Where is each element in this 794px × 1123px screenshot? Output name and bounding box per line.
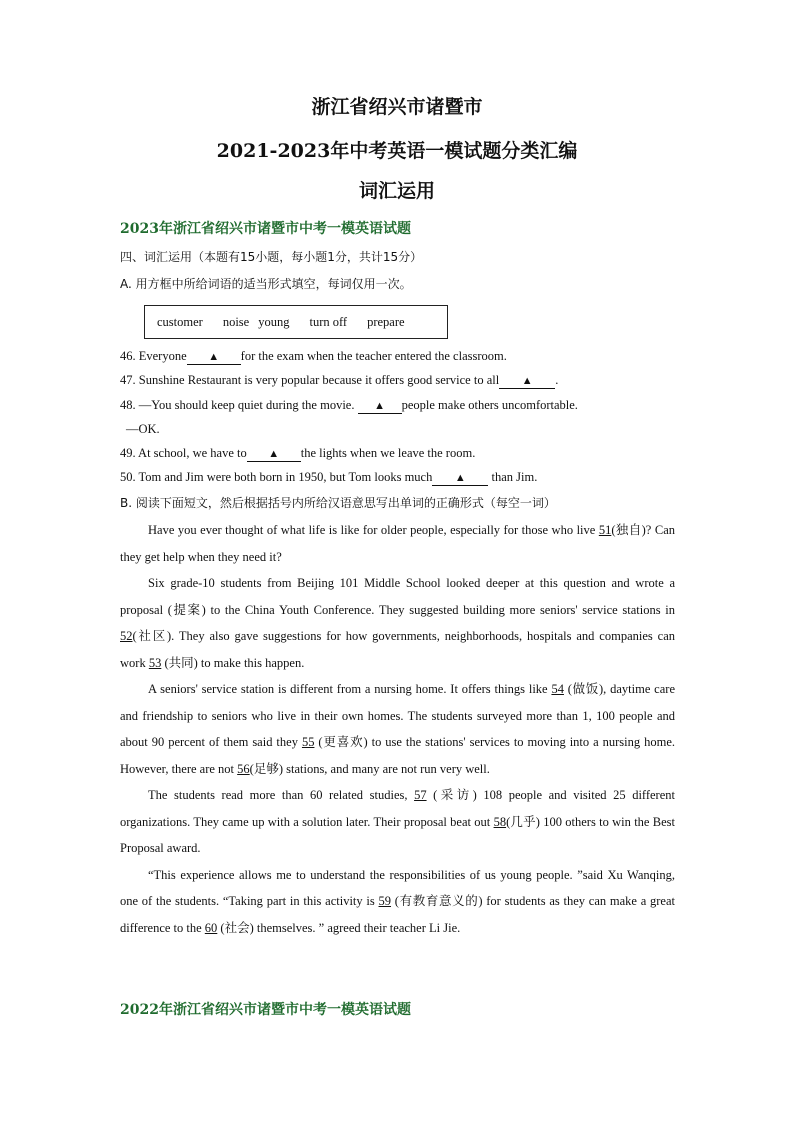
- blank-number[interactable]: 59: [378, 894, 392, 908]
- reading-passage: [120, 517, 675, 941]
- word-box-item: prepare: [367, 314, 405, 329]
- part-b-instruction: B. 阅读下面短文，然后根据括号内所给汉语意思写出单词的正确形式（每空一词）: [120, 496, 556, 510]
- title-line-2: 2021-2023年中考英语一模试题分类汇编: [216, 140, 578, 162]
- answer-blank[interactable]: ▲: [187, 351, 241, 365]
- blank-number[interactable]: 52: [120, 629, 133, 643]
- question-50: 50. Tom and Jim were both born in 1950, but Tom looks much ▲ than Jim.: [120, 470, 538, 484]
- blank-number[interactable]: 51: [598, 523, 612, 537]
- passage-paragraph: The students read more than 60 related studies, 57 (采访) 108 people and visited 25 different organizations. They came up with a solution later. Their proposal beat out 58(几乎) 100 others to win the Best Proposal award.: [120, 788, 675, 855]
- question-49: 49. At school, we have to ▲ the lights when we leave the room.: [120, 446, 476, 460]
- blank-number[interactable]: 57: [414, 788, 427, 802]
- question-47: 47. Sunshine Restaurant is very popular because it offers good service to all ▲ .: [120, 373, 559, 387]
- answer-blank[interactable]: ▲: [358, 400, 402, 414]
- question-46: 46. Everyone ▲ for the exam when the teacher entered the classroom.: [120, 349, 507, 363]
- section-heading-2023: 2023年浙江省绍兴市诸暨市中考一模英语试题: [120, 221, 411, 237]
- word-box-item: turn off: [309, 314, 348, 329]
- part-four-title: 四、词汇运用（本题有15小题，每小题1分，共计15分）: [120, 250, 423, 264]
- part-a-instruction: A. 用方框中所给词语的适当形式填空，每词仅用一次。: [120, 277, 412, 291]
- word-box: [144, 305, 448, 339]
- word-box-item: noise: [222, 314, 250, 329]
- passage-paragraph: A seniors' service station is different from a nursing home. It offers things like 54 (做饭), daytime care and friendship to seniors who live in their own homes. The students surveyed more than 1, 100 people and about 90 percent of them said they 55 (更喜欢) to use the stations' services to moving into a nursing home. However, there are not 56(足够) stations, and many are not run very well.: [120, 682, 675, 776]
- blank-number[interactable]: 58: [493, 814, 507, 829]
- blank-number[interactable]: 55: [301, 735, 315, 749]
- answer-blank[interactable]: ▲: [499, 375, 555, 389]
- title-line-1: 浙江省绍兴市诸暨市: [311, 96, 483, 118]
- question-48-reply: —OK.: [126, 422, 160, 436]
- word-box-item: customer: [157, 314, 203, 329]
- blank-number[interactable]: 60: [204, 920, 218, 935]
- blank-number[interactable]: 53: [148, 655, 162, 670]
- passage-paragraph: “This experience allows me to understand the responsibilities of us young people. ”said Xu Wanqing, one of the students. “Taking part in this activity is 59 (有教育意义的) for students as they can make a great difference to the 60 (社会) themselves. ” agreed their teacher Li Jie.: [120, 867, 675, 935]
- word-box-item: young: [258, 314, 290, 329]
- blank-number[interactable]: 56: [237, 761, 250, 776]
- blank-number[interactable]: 54: [551, 682, 564, 696]
- passage-paragraph: Have you ever thought of what life is like for older people, especially for those who live 51(独自)? Can they get help when they need it?: [120, 523, 675, 564]
- answer-blank[interactable]: ▲: [247, 448, 301, 462]
- passage-paragraph: Six grade-10 students from Beijing 101 Middle School looked deeper at this question and wrote a proposal (提案) to the China Youth Conference. They suggested building more seniors' service stations in 52(社区). They also gave suggestions for how governments, neighborhoods, hospitals and companies can work 53 (共同) to make this happen.: [120, 576, 675, 670]
- title-line-3: 词汇运用: [358, 180, 435, 202]
- answer-blank[interactable]: ▲: [432, 472, 488, 486]
- question-48: 48. —You should keep quiet during the movie. ▲ people make others uncomfortable.: [120, 398, 578, 412]
- section-heading-2022: 2022年浙江省绍兴市诸暨市中考一模英语试题: [120, 1002, 411, 1018]
